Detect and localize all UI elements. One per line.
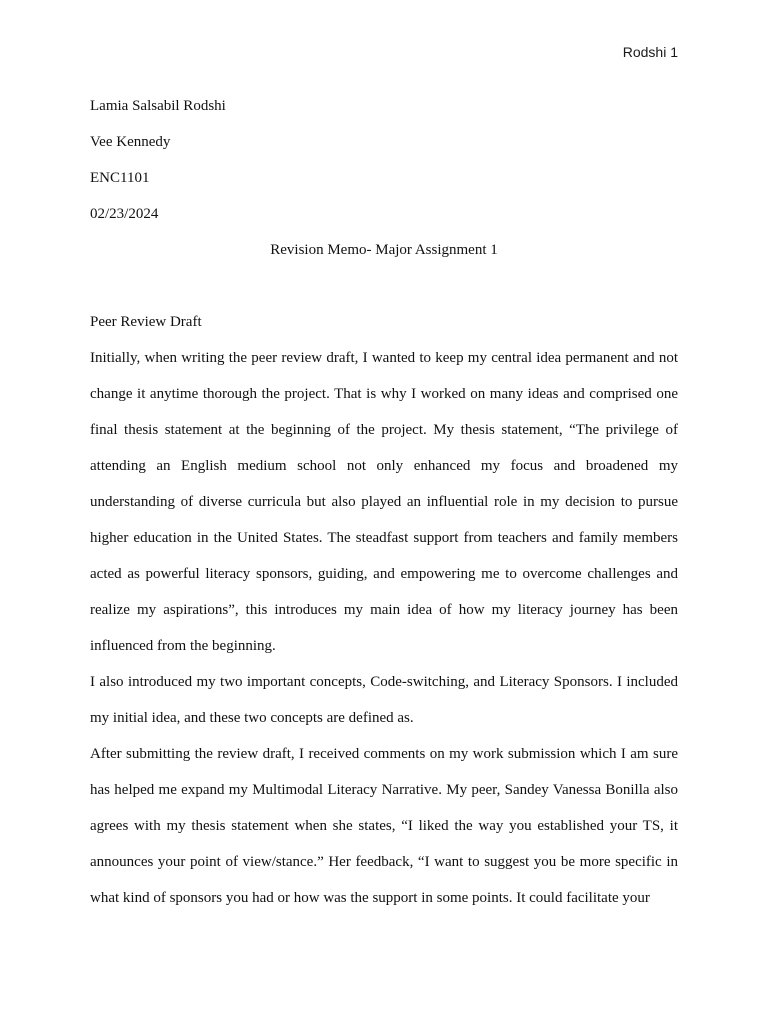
paragraph-2: I also introduced my two important concepts, Code-switching, and Literacy Sponsors. I included my initial idea, and these two concepts are defined as. [90,674,678,726]
course-code: ENC1101 [90,170,150,186]
student-name: Lamia Salsabil Rodshi [90,98,226,114]
document-title: Revision Memo- Major Assignment 1 [270,242,498,258]
instructor-name: Vee Kennedy [90,134,171,150]
document-body [90,88,678,916]
section-heading: Peer Review Draft [90,314,202,330]
document-date: 02/23/2024 [90,206,159,222]
blank-line [90,268,678,304]
running-head: Rodshi 1 [622,44,678,60]
paragraph-1: Initially, when writing the peer review draft, I wanted to keep my central idea permanent and not change it anytime thorough the project. That is why I worked on many ideas and comprised one final thesis statement at the beginning of the project. My thesis statement, “The privilege of attending an English medium school not only enhanced my focus and broadened my understanding of diverse curricula but also played an influential role in my decision to pursue higher education in the United States. The steadfast support from teachers and family members acted as powerful literacy sponsors, guiding, and empowering me to overcome challenges and realize my aspirations”, this introduces my main idea of how my literacy journey has been influenced from the beginning. [90,350,678,654]
paragraph-3: After submitting the review draft, I received comments on my work submission which I am sure has helped me expand my Multimodal Literacy Narrative. My peer, Sandey Vanessa Bonilla also agrees with my thesis statement when she states, “I liked the way you established your TS, it announces your point of view/stance.” Her feedback, “I want to suggest you be more specific in what kind of sponsors you had or how was the support in some points. It could facilitate your [90,746,678,906]
